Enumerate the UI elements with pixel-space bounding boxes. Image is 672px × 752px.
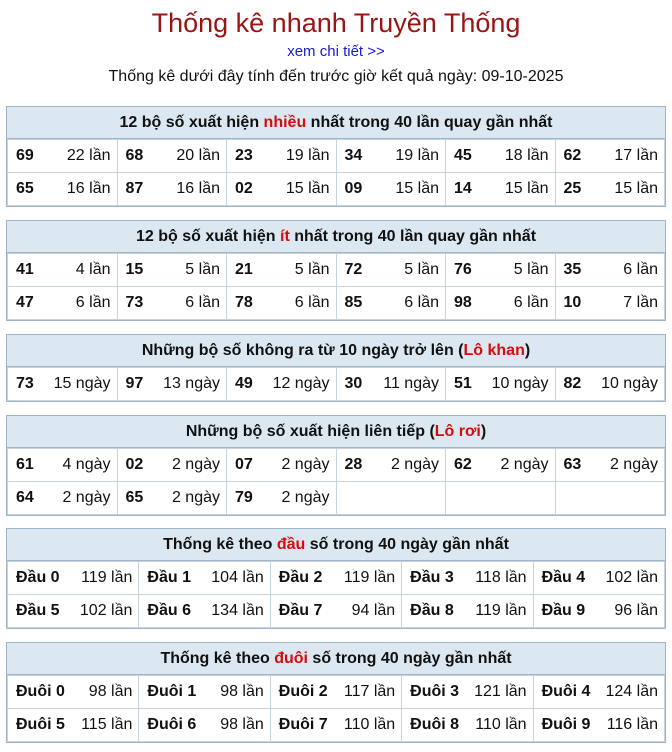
stat-count: 115 lần (81, 716, 133, 733)
stat-count: 17 lần (614, 147, 658, 164)
stat-key: Đuôi 3 (410, 683, 460, 700)
stat-count: 5 lần (513, 261, 549, 278)
stat-cell (139, 709, 270, 742)
stat-key: 07 (235, 456, 253, 473)
stat-cell (402, 709, 533, 742)
section-title-text: 12 bộ số xuất hiện (135, 228, 280, 245)
section-title-text: Thống kê theo (160, 650, 275, 667)
stat-cell (555, 449, 665, 482)
stat-cell (555, 173, 665, 206)
section-title-highlight: đuôi (274, 650, 308, 667)
stat-key: 62 (563, 147, 582, 164)
stat-count: 11 ngày (383, 375, 439, 392)
stat-cell (8, 368, 118, 401)
stat-count: 12 ngày (272, 375, 330, 392)
stat-count: 2 ngày (390, 456, 439, 473)
stat-key: 65 (16, 180, 34, 197)
stat-count: 2 ngày (281, 489, 330, 506)
stat-cell (8, 595, 139, 628)
stat-key: Đầu 9 (541, 602, 586, 619)
stat-cell (227, 482, 337, 515)
page-header (0, 0, 672, 98)
stat-cell (402, 676, 533, 709)
section-title-highlight: ít (280, 228, 290, 245)
stat-key: 34 (344, 147, 363, 164)
stat-key: 09 (344, 180, 363, 197)
table-row (8, 595, 665, 628)
stat-count: 124 lần (605, 683, 658, 700)
stat-key: Đầu 2 (278, 569, 323, 586)
stat-cell (8, 140, 118, 173)
stat-cell (446, 254, 556, 287)
stat-key: 35 (563, 261, 582, 278)
stat-cell (117, 173, 227, 206)
stat-cell (533, 709, 664, 742)
stat-key: Đuôi 1 (147, 683, 197, 700)
stat-cell (117, 140, 227, 173)
stat-cell (555, 482, 665, 515)
most-frequent-section (6, 106, 666, 207)
section-title-text: ) (524, 342, 531, 359)
stat-cell (227, 449, 337, 482)
stat-cell (555, 368, 665, 401)
stat-key: 62 (454, 456, 472, 473)
stat-key: 30 (344, 375, 363, 392)
stat-key: Đầu 0 (16, 569, 60, 586)
page-subtitle: Thống kê dưới đây tính đến trước giờ kết quả ngày: 09-10-2025 (108, 68, 564, 85)
stat-key: 68 (125, 147, 144, 164)
stat-count: 15 lần (285, 180, 330, 197)
section-title-highlight: Lô rơi (434, 423, 481, 440)
lo-roi-section (6, 415, 666, 516)
stat-cell (270, 595, 401, 628)
stat-key: Đầu 8 (410, 602, 454, 619)
stats-table (7, 561, 665, 628)
stat-cell (270, 676, 401, 709)
table-row (8, 140, 665, 173)
stat-count: 104 lần (211, 569, 264, 586)
stat-key: 87 (125, 180, 144, 197)
tail-digit-section (6, 642, 666, 743)
stat-key: 51 (454, 375, 472, 392)
section-title-text: số trong 40 ngày gần nhất (307, 650, 512, 667)
stat-count: 5 lần (294, 261, 330, 278)
stat-cell (117, 368, 227, 401)
table-row (8, 709, 665, 742)
stat-count: 15 lần (395, 180, 439, 197)
stat-key: 47 (16, 294, 34, 311)
stat-count: 2 ngày (281, 456, 330, 473)
stat-cell (139, 676, 270, 709)
stat-cell (336, 368, 446, 401)
stat-cell (8, 254, 118, 287)
section-title-text: số trong 40 ngày gần nhất (305, 536, 509, 553)
section-title (7, 221, 665, 253)
section-title (7, 643, 665, 675)
stat-key: 23 (235, 147, 253, 164)
section-title (7, 416, 665, 448)
section-title-text: nhất trong 40 lần quay gần nhất (306, 114, 553, 131)
stat-cell (117, 287, 227, 320)
table-row (8, 676, 665, 709)
stat-cell (227, 173, 337, 206)
table-row (8, 173, 665, 206)
stat-key: Đầu 6 (147, 602, 191, 619)
stat-count: 20 lần (176, 147, 220, 164)
stat-cell (336, 140, 446, 173)
stat-cell (336, 449, 446, 482)
section-title (7, 529, 665, 561)
stat-cell (555, 254, 665, 287)
stat-cell (139, 562, 270, 595)
stat-count: 98 lần (88, 683, 133, 700)
section-title (7, 107, 665, 139)
page-title: Thống kê nhanh Truyền Thống (151, 8, 521, 38)
stat-key: Đuôi 5 (16, 716, 65, 733)
table-row (8, 562, 665, 595)
stat-count: 13 ngày (163, 375, 220, 392)
stat-key: 63 (563, 456, 582, 473)
stat-key: 28 (344, 456, 363, 473)
stat-cell (446, 449, 556, 482)
stat-count: 94 lần (351, 602, 396, 619)
stat-count: 4 ngày (62, 456, 111, 473)
stat-cell (446, 173, 556, 206)
least-frequent-section (6, 220, 666, 321)
stat-count: 119 lần (343, 569, 396, 586)
stats-table (7, 253, 665, 320)
stat-cell (336, 173, 446, 206)
stat-key: Đuôi 8 (410, 716, 460, 733)
section-title-text: Những bộ số không ra từ 10 ngày trở lên ( (141, 342, 464, 359)
stat-count: 110 lần (475, 716, 527, 733)
stat-cell (336, 287, 446, 320)
stat-cell (446, 368, 556, 401)
stat-key: 41 (16, 261, 34, 278)
stat-cell (8, 482, 118, 515)
section-title-text: Thống kê theo (163, 536, 277, 553)
stat-count: 6 lần (75, 294, 111, 311)
stat-count: 98 lần (220, 716, 264, 733)
stat-count: 15 lần (504, 180, 549, 197)
table-row (8, 254, 665, 287)
stat-key: Đầu 3 (410, 569, 454, 586)
stat-cell (8, 449, 118, 482)
stat-count: 118 lần (475, 569, 527, 586)
stat-count: 98 lần (220, 683, 264, 700)
stat-cell (8, 676, 139, 709)
stat-key: 65 (125, 489, 144, 506)
stat-cell (446, 482, 556, 515)
stat-key: 85 (344, 294, 363, 311)
stats-table (7, 675, 665, 742)
stat-key: 45 (454, 147, 472, 164)
stat-cell (270, 709, 401, 742)
stat-key: 02 (235, 180, 253, 197)
stat-key: Đuôi 6 (147, 716, 197, 733)
stat-key: 10 (563, 294, 582, 311)
stat-count: 10 ngày (601, 375, 658, 392)
table-row (8, 482, 665, 515)
stat-count: 15 ngày (53, 375, 111, 392)
stat-key: Đầu 5 (16, 602, 60, 619)
stat-key: Đầu 4 (541, 569, 586, 586)
stat-count: 117 lần (343, 683, 396, 700)
stat-count: 4 lần (75, 261, 111, 278)
stat-key: Đầu 1 (147, 569, 191, 586)
stat-cell (227, 287, 337, 320)
stat-count: 96 lần (614, 602, 658, 619)
lo-khan-section (6, 334, 666, 402)
stat-count: 6 lần (513, 294, 549, 311)
stat-count: 10 ngày (491, 375, 549, 392)
stat-count: 6 lần (185, 294, 220, 311)
stat-count: 5 lần (185, 261, 220, 278)
stat-count: 116 lần (606, 716, 658, 733)
stats-table (7, 367, 665, 401)
stat-key: 98 (454, 294, 472, 311)
head-digit-section (6, 528, 666, 629)
stat-count: 22 lần (66, 147, 111, 164)
stat-cell (402, 562, 533, 595)
stat-cell (446, 287, 556, 320)
stat-count: 2 ngày (171, 489, 220, 506)
stat-key: 64 (16, 489, 34, 506)
table-row (8, 368, 665, 401)
stat-cell (117, 449, 227, 482)
stat-count: 15 lần (614, 180, 658, 197)
stat-cell (533, 562, 664, 595)
stat-key: Đuôi 7 (278, 716, 328, 733)
stat-key: Đuôi 2 (278, 683, 328, 700)
stat-count: 16 lần (66, 180, 111, 197)
stat-count: 121 lần (474, 683, 527, 700)
stat-count: 110 lần (343, 716, 396, 733)
section-title-text: nhất trong 40 lần quay gần nhất (289, 228, 537, 245)
section-title-highlight: đầu (276, 536, 306, 553)
section-title-highlight: nhiều (263, 114, 307, 131)
stat-count: 134 lần (211, 602, 264, 619)
stat-cell (270, 562, 401, 595)
stat-count: 19 lần (395, 147, 439, 164)
section-title-text: Những bộ số xuất hiện liên tiếp ( (185, 423, 435, 440)
stat-cell (139, 595, 270, 628)
stat-cell (8, 562, 139, 595)
stat-key: 72 (344, 261, 363, 278)
stat-cell (117, 482, 227, 515)
stat-key: 49 (235, 375, 253, 392)
stat-cell (555, 140, 665, 173)
stat-count: 2 ngày (500, 456, 549, 473)
stat-count: 18 lần (504, 147, 549, 164)
stat-cell (533, 676, 664, 709)
stat-count: 19 lần (285, 147, 330, 164)
table-row (8, 287, 665, 320)
stat-count: 102 lần (79, 602, 133, 619)
stat-key: 21 (235, 261, 253, 278)
stat-count: 119 lần (81, 569, 133, 586)
section-title-highlight: Lô khan (463, 342, 525, 359)
stat-count: 6 lần (294, 294, 330, 311)
stat-key: 02 (125, 456, 144, 473)
stat-cell (8, 287, 118, 320)
stat-key: Đuôi 4 (541, 683, 591, 700)
table-row (8, 449, 665, 482)
stat-key: 79 (235, 489, 253, 506)
section-title (7, 335, 665, 367)
stat-cell (336, 254, 446, 287)
stat-key: Đuôi 9 (541, 716, 591, 733)
stat-count: 2 ngày (62, 489, 111, 506)
stat-cell (336, 482, 446, 515)
stat-cell (117, 254, 227, 287)
stat-cell (8, 709, 139, 742)
section-title-text: 12 bộ số xuất hiện (119, 114, 264, 131)
stat-count: 5 lần (404, 261, 439, 278)
stat-cell (227, 368, 337, 401)
stat-key: 76 (454, 261, 472, 278)
stat-cell (533, 595, 664, 628)
stat-key: Đuôi 0 (16, 683, 65, 700)
stat-count: 7 lần (623, 294, 658, 311)
stat-count: 2 ngày (171, 456, 220, 473)
stats-table (7, 448, 665, 515)
stat-key: 82 (563, 375, 582, 392)
stat-count: 6 lần (404, 294, 439, 311)
stat-key: 73 (16, 375, 34, 392)
stat-key: 78 (235, 294, 253, 311)
stat-count: 102 lần (605, 569, 658, 586)
stat-key: 14 (454, 180, 472, 197)
stats-table (7, 139, 665, 206)
stat-key: Đầu 7 (278, 602, 323, 619)
stat-cell (227, 254, 337, 287)
stat-count: 16 lần (176, 180, 220, 197)
stat-count: 2 ngày (609, 456, 658, 473)
section-title-text: ) (480, 423, 487, 440)
stat-count: 6 lần (623, 261, 658, 278)
stat-cell (227, 140, 337, 173)
stat-cell (8, 173, 118, 206)
stat-key: 25 (563, 180, 582, 197)
stat-cell (555, 287, 665, 320)
stat-cell (402, 595, 533, 628)
stat-key: 73 (125, 294, 144, 311)
stat-key: 69 (16, 147, 34, 164)
stat-key: 15 (125, 261, 144, 278)
view-details-link[interactable]: xem chi tiết >> (287, 43, 385, 60)
stat-key: 97 (125, 375, 144, 392)
stat-cell (446, 140, 556, 173)
stat-key: 61 (16, 456, 34, 473)
stat-count: 119 lần (475, 602, 527, 619)
